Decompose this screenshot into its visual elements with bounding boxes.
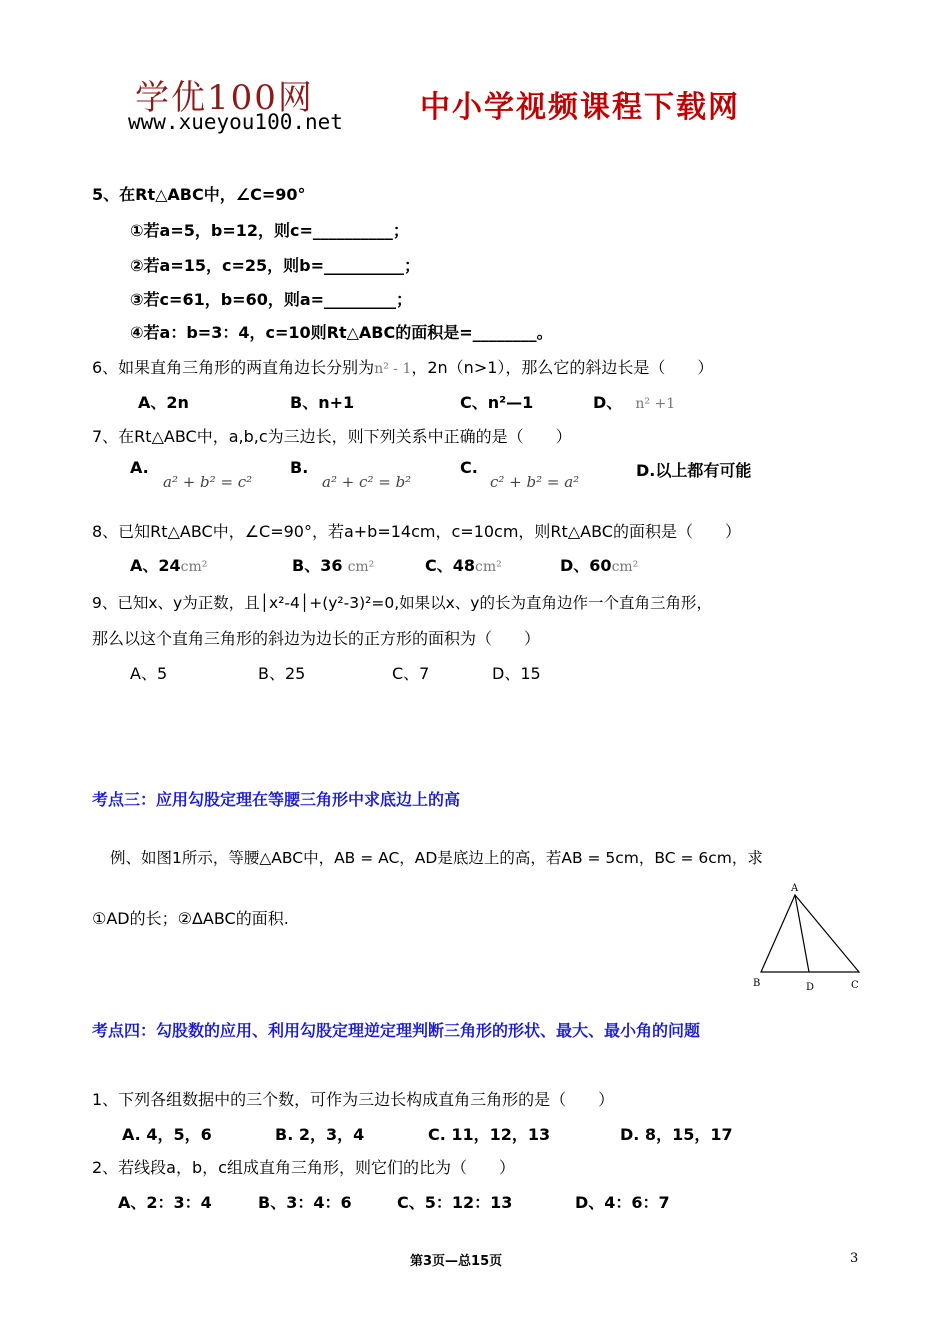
s4-q1-stem: 1、下列各组数据中的三个数，可作为三边长构成直角三角形的是（ ） — [92, 1090, 615, 1109]
q5-stem: 5、在Rt△ABC中，∠C=90° — [92, 185, 306, 204]
q8-option-d-unit: cm² — [611, 559, 639, 575]
q6-option-d-expr: n² +1 — [635, 396, 676, 412]
q5-sub1: ①若a=5，b=12，则c=__________； — [130, 221, 409, 240]
q6-option-c: C、n²—1 — [460, 393, 534, 412]
q8-option-c — [425, 553, 502, 576]
section3-heading: 考点三：应用勾股定理在等腰三角形中求底边上的高 — [92, 790, 461, 809]
q8-stem: 8、已知Rt△ABC中，∠C=90°，若a+b=14cm，c=10cm，则Rt△ABC的面积是（ ） — [92, 522, 741, 541]
q8-option-a-unit: cm² — [180, 559, 208, 575]
q8-option-a-label: A、24 — [130, 556, 181, 575]
q6-expr: n² - 1 — [374, 361, 412, 377]
site-slogan: 中小学视频课程下载网 — [420, 90, 740, 125]
triangle-figure — [745, 880, 870, 995]
altitude-ad — [795, 895, 809, 972]
section4-heading: 考点四：勾股数的应用、利用勾股定理逆定理判断三角形的形状、最大、最小角的问题 — [92, 1021, 701, 1040]
q9-option-d: D、15 — [492, 664, 541, 683]
s4-q2-option-c: C、5：12：13 — [397, 1193, 513, 1212]
q6-option-a: A、2n — [138, 393, 189, 412]
q7-option-c: C. — [460, 458, 478, 477]
q9-line2: 那么以这个直角三角形的斜边为边长的正方形的面积为（ ） — [92, 629, 541, 648]
q8-option-a — [130, 553, 207, 576]
q8-option-d-label: D、60 — [560, 556, 612, 575]
q6-stem — [92, 355, 713, 378]
q8-option-b-unit: cm² — [347, 559, 375, 575]
vertex-c-label: C — [851, 980, 859, 991]
q5-sub2: ②若a=15，c=25，则b=__________； — [130, 256, 421, 275]
q8-option-c-label: C、48 — [425, 556, 476, 575]
q9-option-b: B、25 — [258, 664, 306, 683]
site-logo: 学优100网 — [135, 78, 314, 118]
q6-stem-a: 6、如果直角三角形的两直角边长分别为 — [92, 358, 375, 377]
q9-option-a: A、5 — [130, 664, 168, 683]
point-d-label: D — [806, 982, 815, 993]
s4-q1-option-b: B. 2，3，4 — [275, 1125, 365, 1144]
q9-option-c: C、7 — [392, 664, 430, 683]
s4-q1-option-a: A. 4，5，6 — [122, 1125, 212, 1144]
s4-q2-option-a: A、2：3：4 — [118, 1193, 212, 1212]
example-line2: ①AD的长；②ΔABC的面积. — [92, 909, 289, 928]
q6-option-d-label: D、 — [593, 393, 623, 412]
q7-option-b: B. — [290, 458, 309, 477]
vertex-a-label: A — [791, 883, 799, 894]
q7-stem: 7、在Rt△ABC中，a,b,c为三边长，则下列关系中正确的是（ ） — [92, 427, 572, 446]
q8-option-b — [292, 553, 374, 576]
q9-line1: 9、已知x、y为正数，且│x²-4│+(y²-3)²=0,如果以x、y的长为直角边作一个直角三角形， — [92, 594, 712, 612]
q7-option-a: A. — [130, 458, 149, 477]
s4-q2-option-d: D、4：6：7 — [575, 1193, 670, 1212]
q5-sub4: ④若a：b=3：4，c=10则Rt△ABC的面积是=________。 — [130, 323, 553, 342]
example-line1: 例、如图1所示，等腰△ABC中，AB = AC，AD是底边上的高，若AB = 5cm，BC = 6cm，求 — [110, 849, 763, 867]
footer-page-info: 第3页—总15页 — [410, 1254, 503, 1269]
page-number: 3 — [850, 1251, 859, 1266]
q6-stem-b: ，2n（n>1），那么它的斜边长是（ ） — [411, 358, 714, 377]
vertex-b-label: B — [753, 978, 761, 989]
q8-option-b-label: B、36 — [292, 556, 343, 575]
s4-q2-option-b: B、3：4：6 — [258, 1193, 352, 1212]
s4-q1-option-c: C. 11，12，13 — [428, 1125, 551, 1144]
q8-option-d — [560, 553, 638, 576]
q7-option-a-expr: a² + b² = c² — [163, 473, 253, 491]
site-url: www.xueyou100.net — [128, 110, 343, 134]
q7-option-c-expr: c² + b² = a² — [490, 473, 580, 491]
q8-option-c-unit: cm² — [475, 559, 502, 575]
q7-option-b-expr: a² + c² = b² — [322, 473, 412, 491]
triangle-abc — [761, 895, 859, 972]
q5-sub3: ③若c=61，b=60，则a=_________； — [130, 290, 413, 309]
q6-option-d — [593, 390, 675, 413]
q7-option-d: D.以上都有可能 — [636, 461, 752, 480]
q6-option-b: B、n+1 — [290, 393, 355, 412]
s4-q2-stem: 2、若线段a，b，c组成直角三角形，则它们的比为（ ） — [92, 1158, 515, 1177]
s4-q1-option-d: D. 8，15，17 — [620, 1125, 733, 1144]
